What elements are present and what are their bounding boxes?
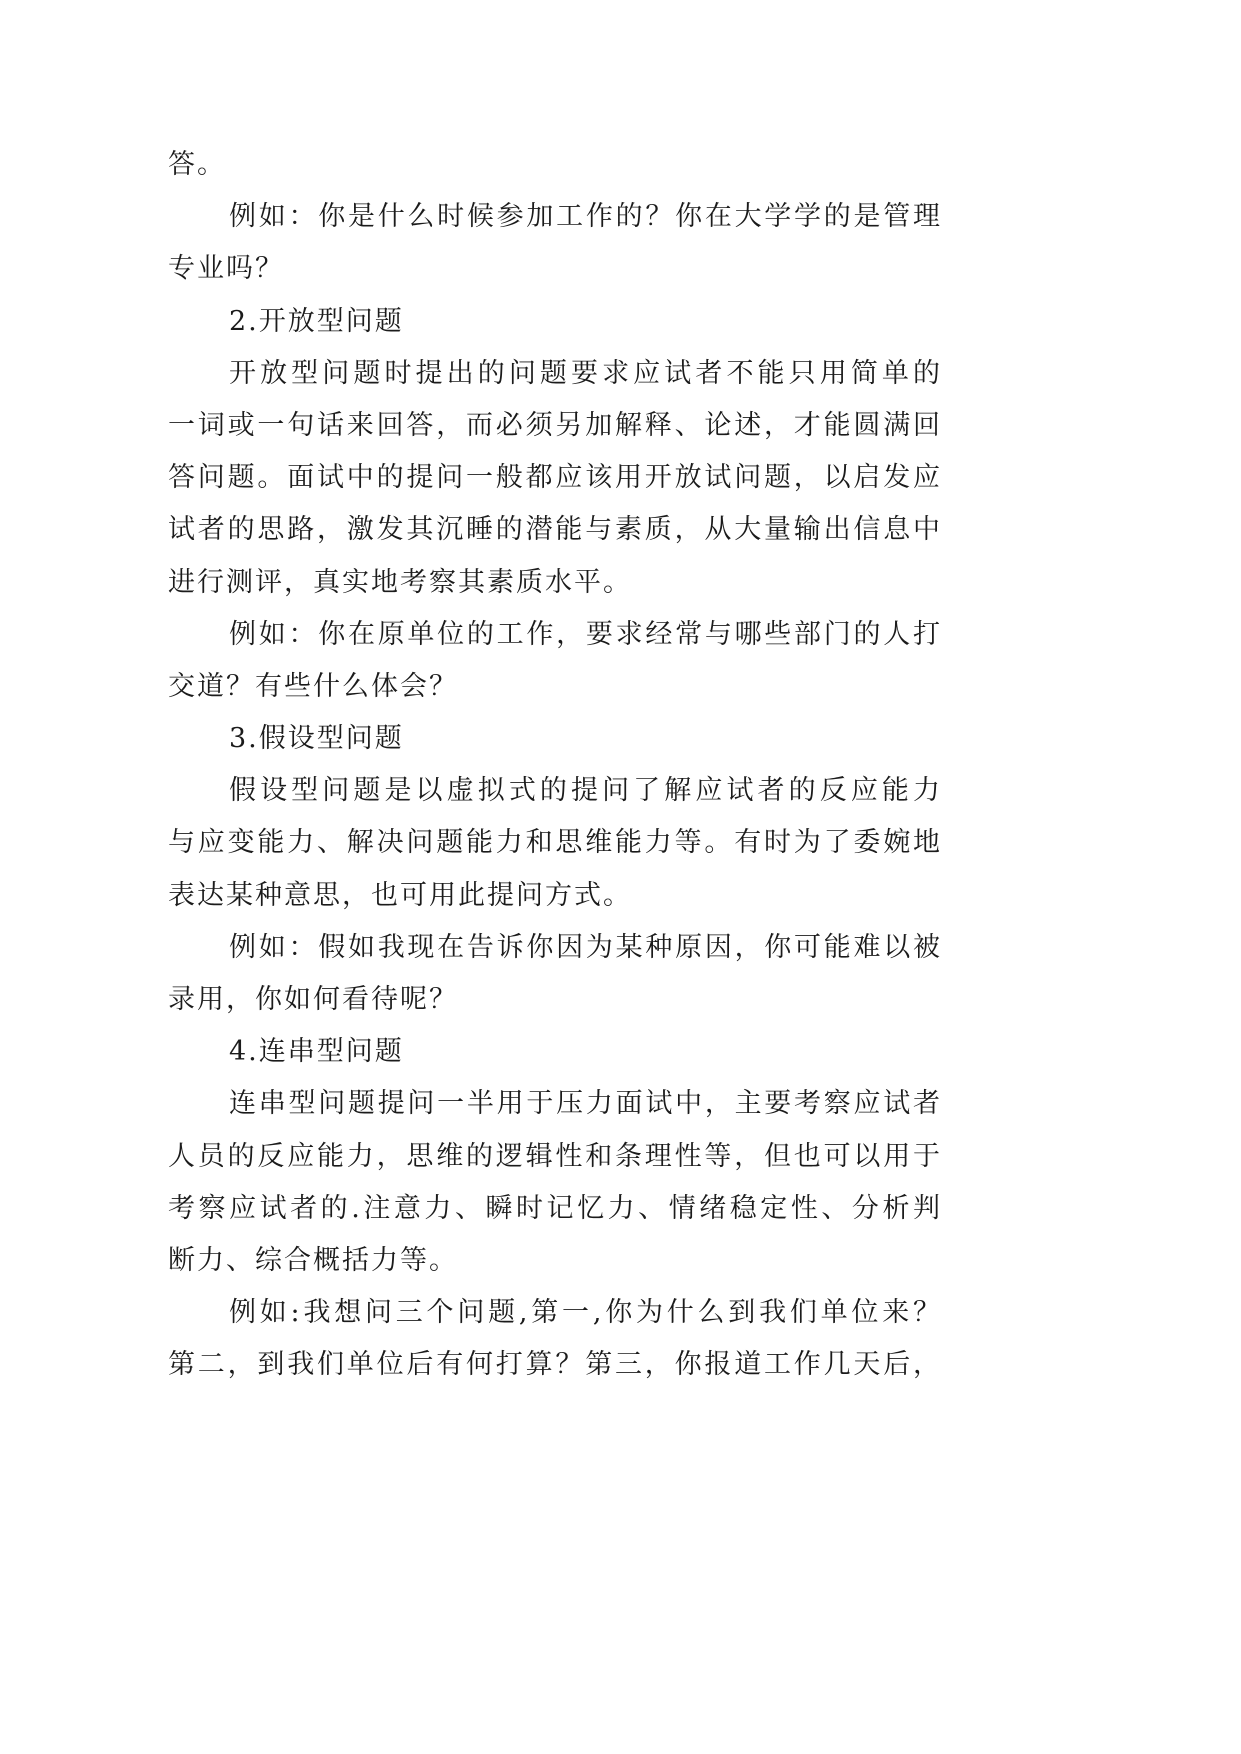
- paragraph-line: 表达某种意思，也可用此提问方式。: [168, 879, 632, 911]
- paragraph-line: 专业吗？: [168, 253, 284, 285]
- paragraph-line: 交道？有些什么体会？: [168, 670, 458, 702]
- paragraph-line: 断力、综合概括力等。: [168, 1244, 458, 1276]
- paragraph-line: 与应变能力、解决问题能力和思维能力等。有时为了委婉地: [168, 827, 942, 859]
- section-heading: 3.假设型问题: [229, 723, 404, 755]
- paragraph-line: 答。: [168, 149, 226, 180]
- example-line: 例如：你是什么时候参加工作的？你在大学学的是管理: [229, 201, 942, 233]
- example-line: 例如：你在原单位的工作，要求经常与哪些部门的人打: [229, 618, 942, 650]
- paragraph-line: 答问题。面试中的提问一般都应该用开放试问题，以启发应: [168, 462, 942, 494]
- document-body: [168, 139, 942, 1392]
- example-line: 例如：假如我现在告诉你因为某种原因，你可能难以被: [229, 931, 942, 963]
- section-heading: 2.开放型问题: [229, 305, 404, 337]
- paragraph-line: 一词或一句话来回答，而必须另加解释、论述，才能圆满回: [168, 409, 942, 441]
- paragraph-line: 假设型问题是以虚拟式的提问了解应试者的反应能力: [229, 775, 942, 807]
- paragraph-line: 进行测评，真实地考察其素质水平。: [168, 566, 632, 598]
- paragraph-line: 人员的反应能力，思维的逻辑性和条理性等，但也可以用于: [168, 1140, 942, 1172]
- paragraph-line: 考察应试者的.注意力、瞬时记忆力、情绪稳定性、分析判: [168, 1192, 942, 1224]
- paragraph-line: 连串型问题提问一半用于压力面试中，主要考察应试者: [229, 1088, 942, 1120]
- paragraph-line: 试者的思路，激发其沉睡的潜能与素质，从大量输出信息中: [168, 514, 942, 546]
- section-heading: 4.连串型问题: [229, 1036, 404, 1068]
- paragraph-line: 第二，到我们单位后有何打算？第三，你报道工作几天后，: [168, 1349, 942, 1381]
- paragraph-line: 开放型问题时提出的问题要求应试者不能只用简单的: [229, 357, 942, 389]
- example-line: 例如:我想问三个问题,第一,你为什么到我们单位来？: [229, 1297, 942, 1329]
- paragraph-line: 录用，你如何看待呢？: [168, 984, 458, 1015]
